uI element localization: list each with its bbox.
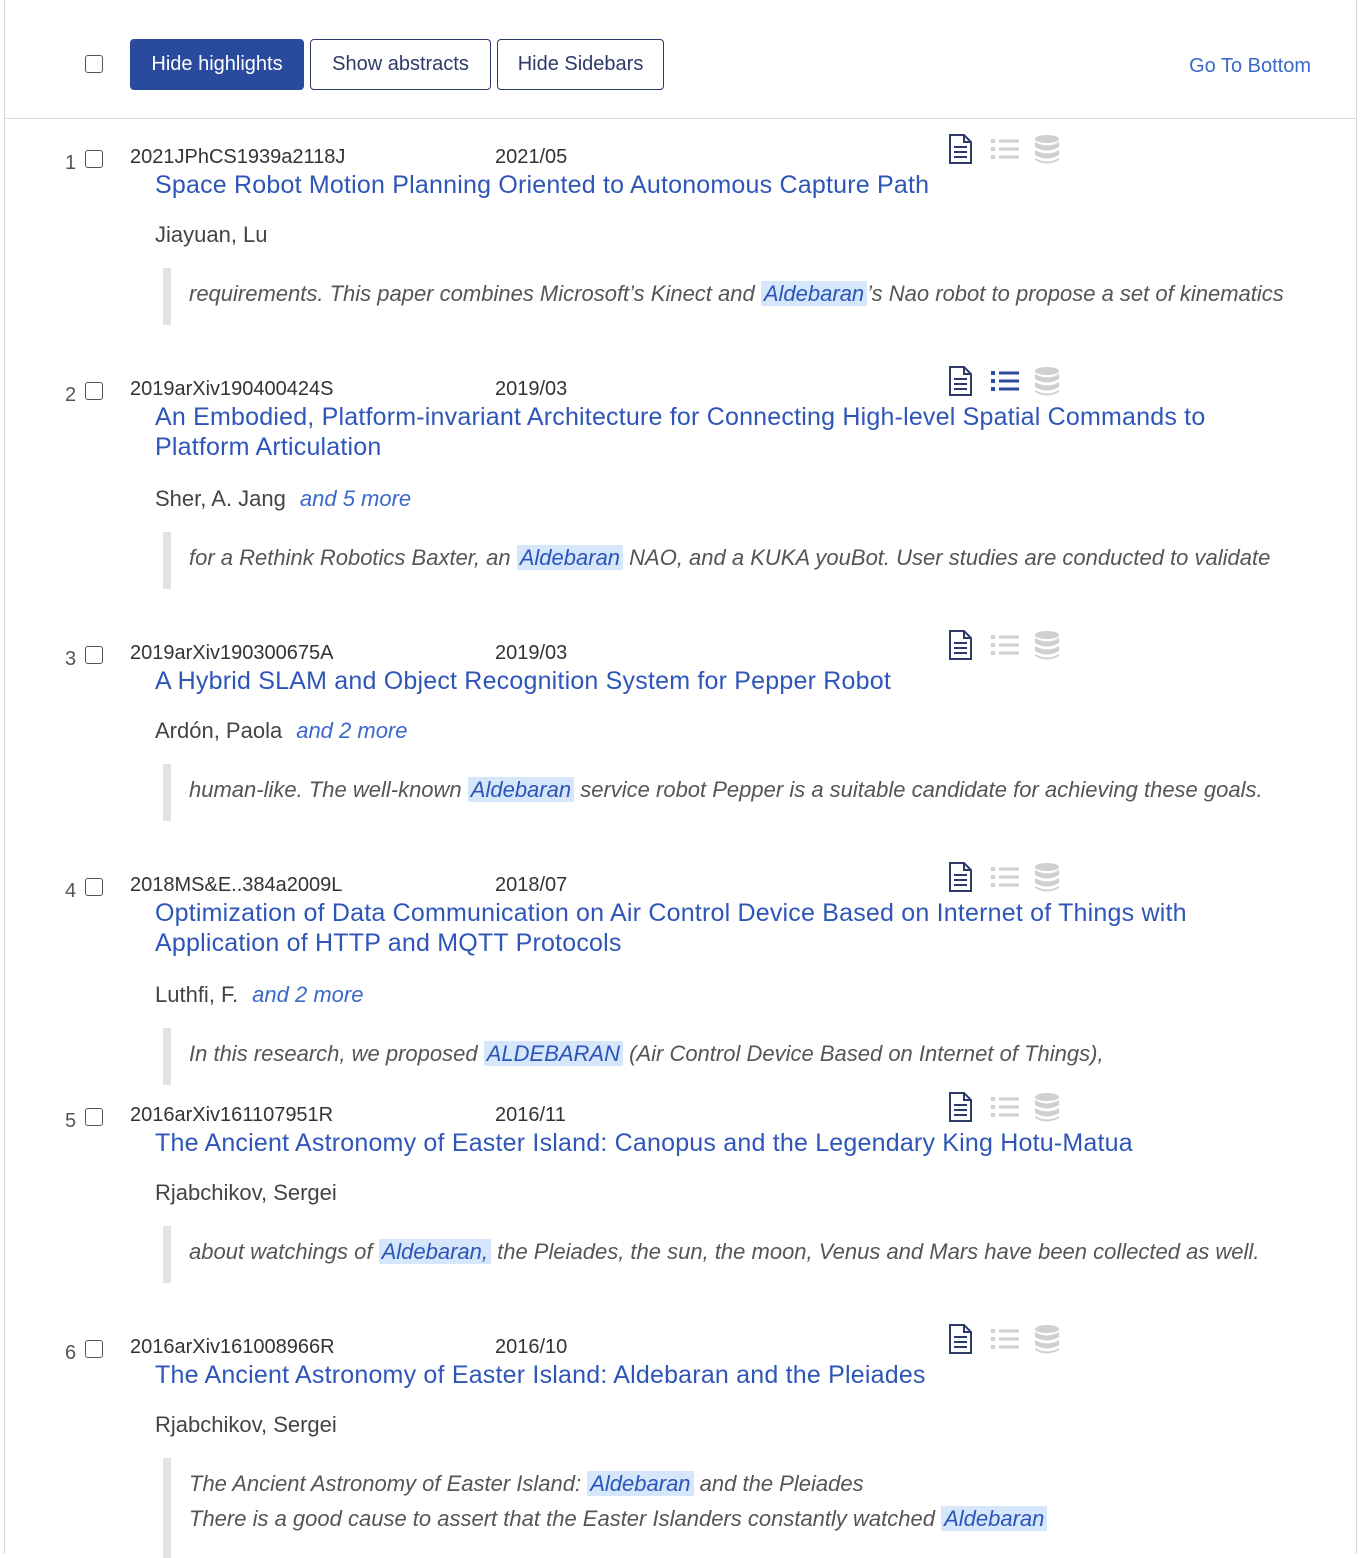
more-authors-link[interactable]: and 2 more (296, 718, 408, 743)
result-bibcode: 2021JPhCS1939a2118J (130, 146, 346, 168)
result-title-link[interactable]: A Hybrid SLAM and Object Recognition System for Pepper Robot (155, 667, 891, 695)
data-products-database-icon (1034, 1324, 1060, 1354)
references-list-icon (990, 137, 1020, 161)
snippet-highlight: Aldebaran (517, 545, 623, 570)
result-highlight-snippet (163, 1028, 1298, 1085)
snippet-text: In this research, we proposed (189, 1041, 484, 1066)
more-authors-link[interactable]: and 2 more (252, 982, 364, 1007)
result-checkbox[interactable] (85, 1108, 103, 1126)
snippet-text: human-like. The well-known (189, 777, 468, 802)
result-bibcode: 2019arXiv190300675A (130, 642, 334, 664)
result-title-link[interactable]: An Embodied, Platform-invariant Architecture for Connecting High-level Spatial Commands to Platform Articulation (155, 403, 1206, 461)
result-index: 2 (65, 384, 77, 406)
hide-sidebars-button[interactable]: Hide Sidebars (497, 39, 664, 90)
result-highlight-snippet (163, 764, 1298, 821)
full-text-document-icon[interactable] (947, 134, 973, 164)
snippet-line (189, 1466, 1298, 1501)
result-checkbox[interactable] (85, 150, 103, 168)
results-toolbar (5, 0, 1356, 119)
result-first-author[interactable]: Sher, A. Jang (155, 486, 286, 511)
result-bibcode: 2016arXiv161008966R (130, 1336, 335, 1358)
result-first-author[interactable]: Rjabchikov, Sergei (155, 1412, 337, 1437)
hide-highlights-button[interactable]: Hide highlights (130, 39, 304, 90)
result-index: 4 (65, 880, 77, 902)
data-products-database-icon (1034, 862, 1060, 892)
result-title-link[interactable]: Space Robot Motion Planning Oriented to Autonomous Capture Path (155, 171, 930, 199)
snippet-text: There is a good cause to assert that the Easter Islanders constantly watched (189, 1506, 942, 1531)
snippet-line (189, 1501, 1298, 1536)
snippet-highlight: Aldebaran (587, 1471, 693, 1496)
result-authors (155, 486, 411, 512)
result-date: 2016/11 (495, 1104, 566, 1126)
references-list-icon (990, 865, 1020, 889)
result-first-author[interactable]: Ardón, Paola (155, 718, 283, 743)
result-checkbox[interactable] (85, 646, 103, 664)
result-first-author[interactable]: Jiayuan, Lu (155, 222, 268, 247)
result-index: 1 (65, 152, 77, 174)
data-products-database-icon (1034, 134, 1060, 164)
result-title-link[interactable]: The Ancient Astronomy of Easter Island: Aldebaran and the Pleiades (155, 1361, 926, 1389)
result-index: 6 (65, 1342, 77, 1364)
result-index: 5 (65, 1110, 77, 1132)
full-text-document-icon[interactable] (947, 1324, 973, 1354)
show-abstracts-button[interactable]: Show abstracts (310, 39, 491, 90)
snippet-highlight: Aldebaran (941, 1506, 1047, 1531)
snippet-highlight: ALDEBARAN (484, 1041, 623, 1066)
result-date: 2018/07 (495, 874, 568, 896)
result-bibcode: 2019arXiv190400424S (130, 378, 334, 400)
snippet-text: NAO, and a KUKA youBot. User studies are conducted to validate (623, 545, 1271, 570)
data-products-database-icon (1034, 366, 1060, 396)
snippet-text: for a Rethink Robotics Baxter, an (189, 545, 517, 570)
snippet-highlight: Aldebaran, (379, 1239, 491, 1264)
result-highlight-snippet (163, 1458, 1298, 1558)
snippet-text: about watchings of (189, 1239, 379, 1264)
result-authors (155, 718, 408, 744)
snippet-text: service robot Pepper is a suitable candidate for achieving these goals. (574, 777, 1263, 802)
result-authors (155, 1180, 337, 1206)
snippet-text: the Pleiades, the sun, the moon, Venus and Mars have been collected as well. (491, 1239, 1260, 1264)
snippet-text: The Ancient Astronomy of Easter Island: (189, 1471, 588, 1496)
result-authors (155, 222, 268, 248)
snippet-text: requirements. This paper combines Microsoft’s Kinect and (189, 281, 761, 306)
data-products-database-icon (1034, 630, 1060, 660)
references-list-icon (990, 1095, 1020, 1119)
full-text-document-icon[interactable] (947, 1092, 973, 1122)
references-list-icon[interactable] (990, 369, 1020, 393)
result-date: 2016/10 (495, 1336, 568, 1358)
result-first-author[interactable]: Luthfi, F. (155, 982, 239, 1007)
data-products-database-icon (1034, 1092, 1060, 1122)
more-authors-link[interactable]: and 5 more (299, 486, 412, 511)
result-date: 2021/05 (495, 146, 568, 168)
result-checkbox[interactable] (85, 1340, 103, 1358)
result-title-link[interactable]: Optimization of Data Communication on Air Control Device Based on Internet of Things with Application of HTTP and MQTT Protocols (155, 899, 1187, 957)
result-checkbox[interactable] (85, 382, 103, 400)
result-authors (155, 1412, 337, 1438)
result-title-link[interactable]: The Ancient Astronomy of Easter Island: Canopus and the Legendary King Hotu-Matua (155, 1129, 1133, 1157)
snippet-text: (Air Control Device Based on Internet of Things), (623, 1041, 1104, 1066)
go-to-bottom-link[interactable]: Go To Bottom (1189, 55, 1311, 77)
full-text-document-icon[interactable] (947, 366, 973, 396)
select-all-checkbox[interactable] (85, 55, 103, 73)
result-date: 2019/03 (495, 378, 568, 400)
result-authors (155, 982, 363, 1008)
result-highlight-snippet (163, 268, 1298, 325)
snippet-highlight: Aldebaran (761, 281, 867, 306)
results-panel (4, 0, 1357, 1554)
result-index: 3 (65, 648, 77, 670)
result-checkbox[interactable] (85, 878, 103, 896)
result-bibcode: 2018MS&E..384a2009L (130, 874, 343, 896)
full-text-document-icon[interactable] (947, 630, 973, 660)
result-highlight-snippet (163, 532, 1298, 589)
result-highlight-snippet (163, 1226, 1298, 1283)
result-date: 2019/03 (495, 642, 568, 664)
references-list-icon (990, 633, 1020, 657)
references-list-icon (990, 1327, 1020, 1351)
snippet-text: ’s Nao robot to propose a set of kinematics (867, 281, 1284, 306)
result-first-author[interactable]: Rjabchikov, Sergei (155, 1180, 337, 1205)
full-text-document-icon[interactable] (947, 862, 973, 892)
snippet-text: and the Pleiades (693, 1471, 864, 1496)
snippet-highlight: Aldebaran (468, 777, 574, 802)
result-bibcode: 2016arXiv161107951R (130, 1104, 334, 1126)
